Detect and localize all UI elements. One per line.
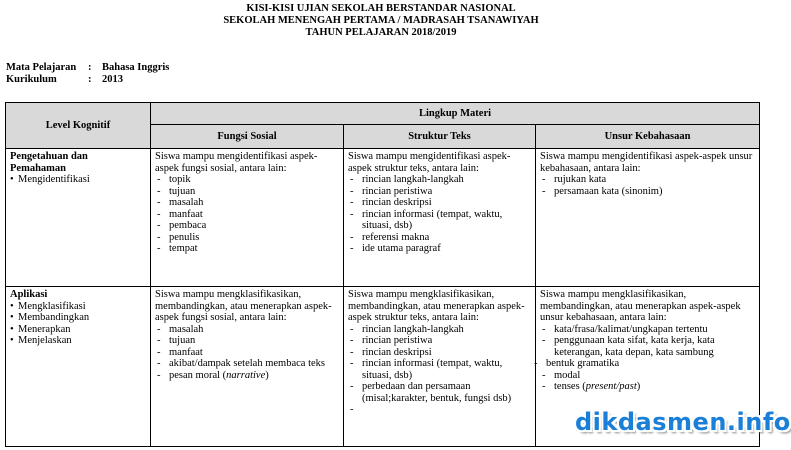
list-item: - masalah — [155, 324, 339, 336]
curriculum-label: Kurikulum — [6, 74, 57, 85]
struktur-teks-cell — [344, 149, 536, 287]
list-item: - bentuk gramatika — [532, 358, 755, 370]
meta-subject-row — [6, 62, 169, 74]
list-item: • Mengidentifikasi — [10, 174, 146, 186]
item-text: pesan moral ( — [169, 369, 227, 381]
list-item: - rincian informasi (tempat, waktu, situasi, dsb) — [348, 358, 531, 381]
struktur-list — [348, 324, 531, 405]
list-item: - modal — [540, 370, 755, 382]
fungsi-sosial-header: Fungsi Sosial — [151, 125, 344, 149]
site-watermark: dikdasmen.info — [575, 408, 791, 436]
level-kognitif-header: Level Kognitif — [6, 103, 151, 149]
list-item: - rincian langkah-langkah — [348, 174, 531, 186]
list-item: - rincian peristiwa — [348, 186, 531, 198]
item-text: ) — [265, 369, 269, 381]
meta-block — [6, 62, 169, 86]
list-item: - topik — [155, 174, 339, 186]
list-item: - rincian deskripsi — [348, 197, 531, 209]
doc-title-line-3: TAHUN PELAJARAN 2018/2019 — [305, 27, 457, 38]
list-item: • Mengklasifikasi — [10, 301, 146, 313]
list-item: - rincian deskripsi — [348, 347, 531, 359]
cell-intro: Siswa mampu mengklasifikasikan, membandingkan, atau menerapkan aspek-aspek fungsi sosial, antara lain: — [155, 289, 332, 323]
gramatika-sub-list — [540, 370, 755, 393]
level-list — [10, 174, 146, 186]
list-item: - penulis — [155, 232, 339, 244]
item-text: tenses ( — [554, 381, 586, 392]
cell-intro: Siswa mampu mengklasifikasikan, membandingkan, atau menerapkan aspek-aspek struktur teks, antara lain: — [348, 289, 525, 323]
unsur-list — [540, 324, 755, 359]
cell-intro: Siswa mampu mengidentifikasi aspek-aspek struktur teks, antara lain: — [348, 151, 511, 174]
lingkup-materi-header: Lingkup Materi — [151, 103, 760, 125]
list-item — [540, 381, 755, 393]
list-item: - perbedaan dan persamaan (misal;karakter, bentuk, fungsi dsb) — [348, 381, 531, 404]
list-item: - masalah — [155, 197, 339, 209]
list-item: - rincian informasi (tempat, waktu, situasi, dsb) — [348, 209, 531, 232]
fungsi-sosial-cell — [151, 149, 344, 287]
struktur-teks-cell — [344, 287, 536, 447]
list-item: - penggunaan kata sifat, kata kerja, kata keterangan, kata depan, kata sambung — [540, 335, 755, 358]
cell-intro: Siswa mampu mengklasifikasikan, membandingkan, atau menerapkan aspek-aspek unsur kebahasaan, antara lain: — [540, 289, 741, 323]
cell-intro: Siswa mampu mengidentifikasi aspek-aspek unsur kebahasaan, antara lain: — [540, 151, 753, 174]
cell-intro: Siswa mampu mengidentifikasi aspek-aspek fungsi sosial, antara lain: — [155, 151, 318, 174]
list-item: - persamaan kata (sinonim) — [540, 186, 755, 198]
list-item: • Menjelaskan — [10, 335, 146, 347]
gramatika-list — [532, 358, 755, 370]
level-title: Pemahaman — [10, 162, 66, 174]
level-cell — [6, 149, 151, 287]
colon: : — [88, 62, 92, 73]
list-item: - kata/frasa/kalimat/ungkapan tertentu — [540, 324, 755, 336]
list-item: - pembaca — [155, 220, 339, 232]
curriculum-value: 2013 — [102, 74, 123, 85]
level-title: Aplikasi — [10, 289, 48, 300]
table-row — [6, 149, 760, 287]
item-text: ) — [636, 381, 641, 392]
list-item — [155, 370, 339, 382]
doc-title-line-1: KISI-KISI UJIAN SEKOLAH BERSTANDAR NASIONAL — [246, 3, 516, 14]
subject-value: Bahasa Inggris — [102, 62, 170, 73]
colon: : — [88, 74, 92, 85]
struktur-list — [348, 174, 531, 255]
level-cell — [6, 287, 151, 447]
list-item: - manfaat — [155, 209, 339, 221]
list-item: - manfaat — [155, 347, 339, 359]
list-item: - rincian peristiwa — [348, 335, 531, 347]
fungsi-sosial-cell — [151, 287, 344, 447]
fungsi-list — [155, 174, 339, 255]
unsur-kebahasaan-cell — [536, 149, 760, 287]
subject-label: Mata Pelajaran — [6, 62, 77, 73]
doc-title-line-2: SEKOLAH MENENGAH PERTAMA / MADRASAH TSANAWIYAH — [223, 15, 539, 26]
list-item: - akibat/dampak setelah membaca teks — [155, 358, 339, 370]
list-item: - tujuan — [155, 335, 339, 347]
unsur-kebahasaan-header: Unsur Kebahasaan — [536, 125, 760, 149]
list-item: - ide utama paragraf — [348, 243, 531, 255]
list-item: - rincian langkah-langkah — [348, 324, 531, 336]
kisi-kisi-table — [5, 102, 760, 447]
level-title: Pengetahuan dan — [10, 151, 88, 162]
list-item: - rujukan kata — [540, 174, 755, 186]
level-list — [10, 301, 146, 347]
list-item: - tujuan — [155, 186, 339, 198]
list-item: • Membandingkan — [10, 312, 146, 324]
fungsi-list — [155, 324, 339, 382]
list-item: - tempat — [155, 243, 339, 255]
list-item: • Menerapkan — [10, 324, 146, 336]
item-emphasis: present/past — [585, 381, 637, 392]
unsur-list — [540, 174, 755, 197]
meta-curriculum-row — [6, 74, 169, 86]
item-emphasis: narrative — [226, 369, 266, 381]
list-item: - referensi makna — [348, 232, 531, 244]
struktur-teks-header: Struktur Teks — [344, 125, 536, 149]
